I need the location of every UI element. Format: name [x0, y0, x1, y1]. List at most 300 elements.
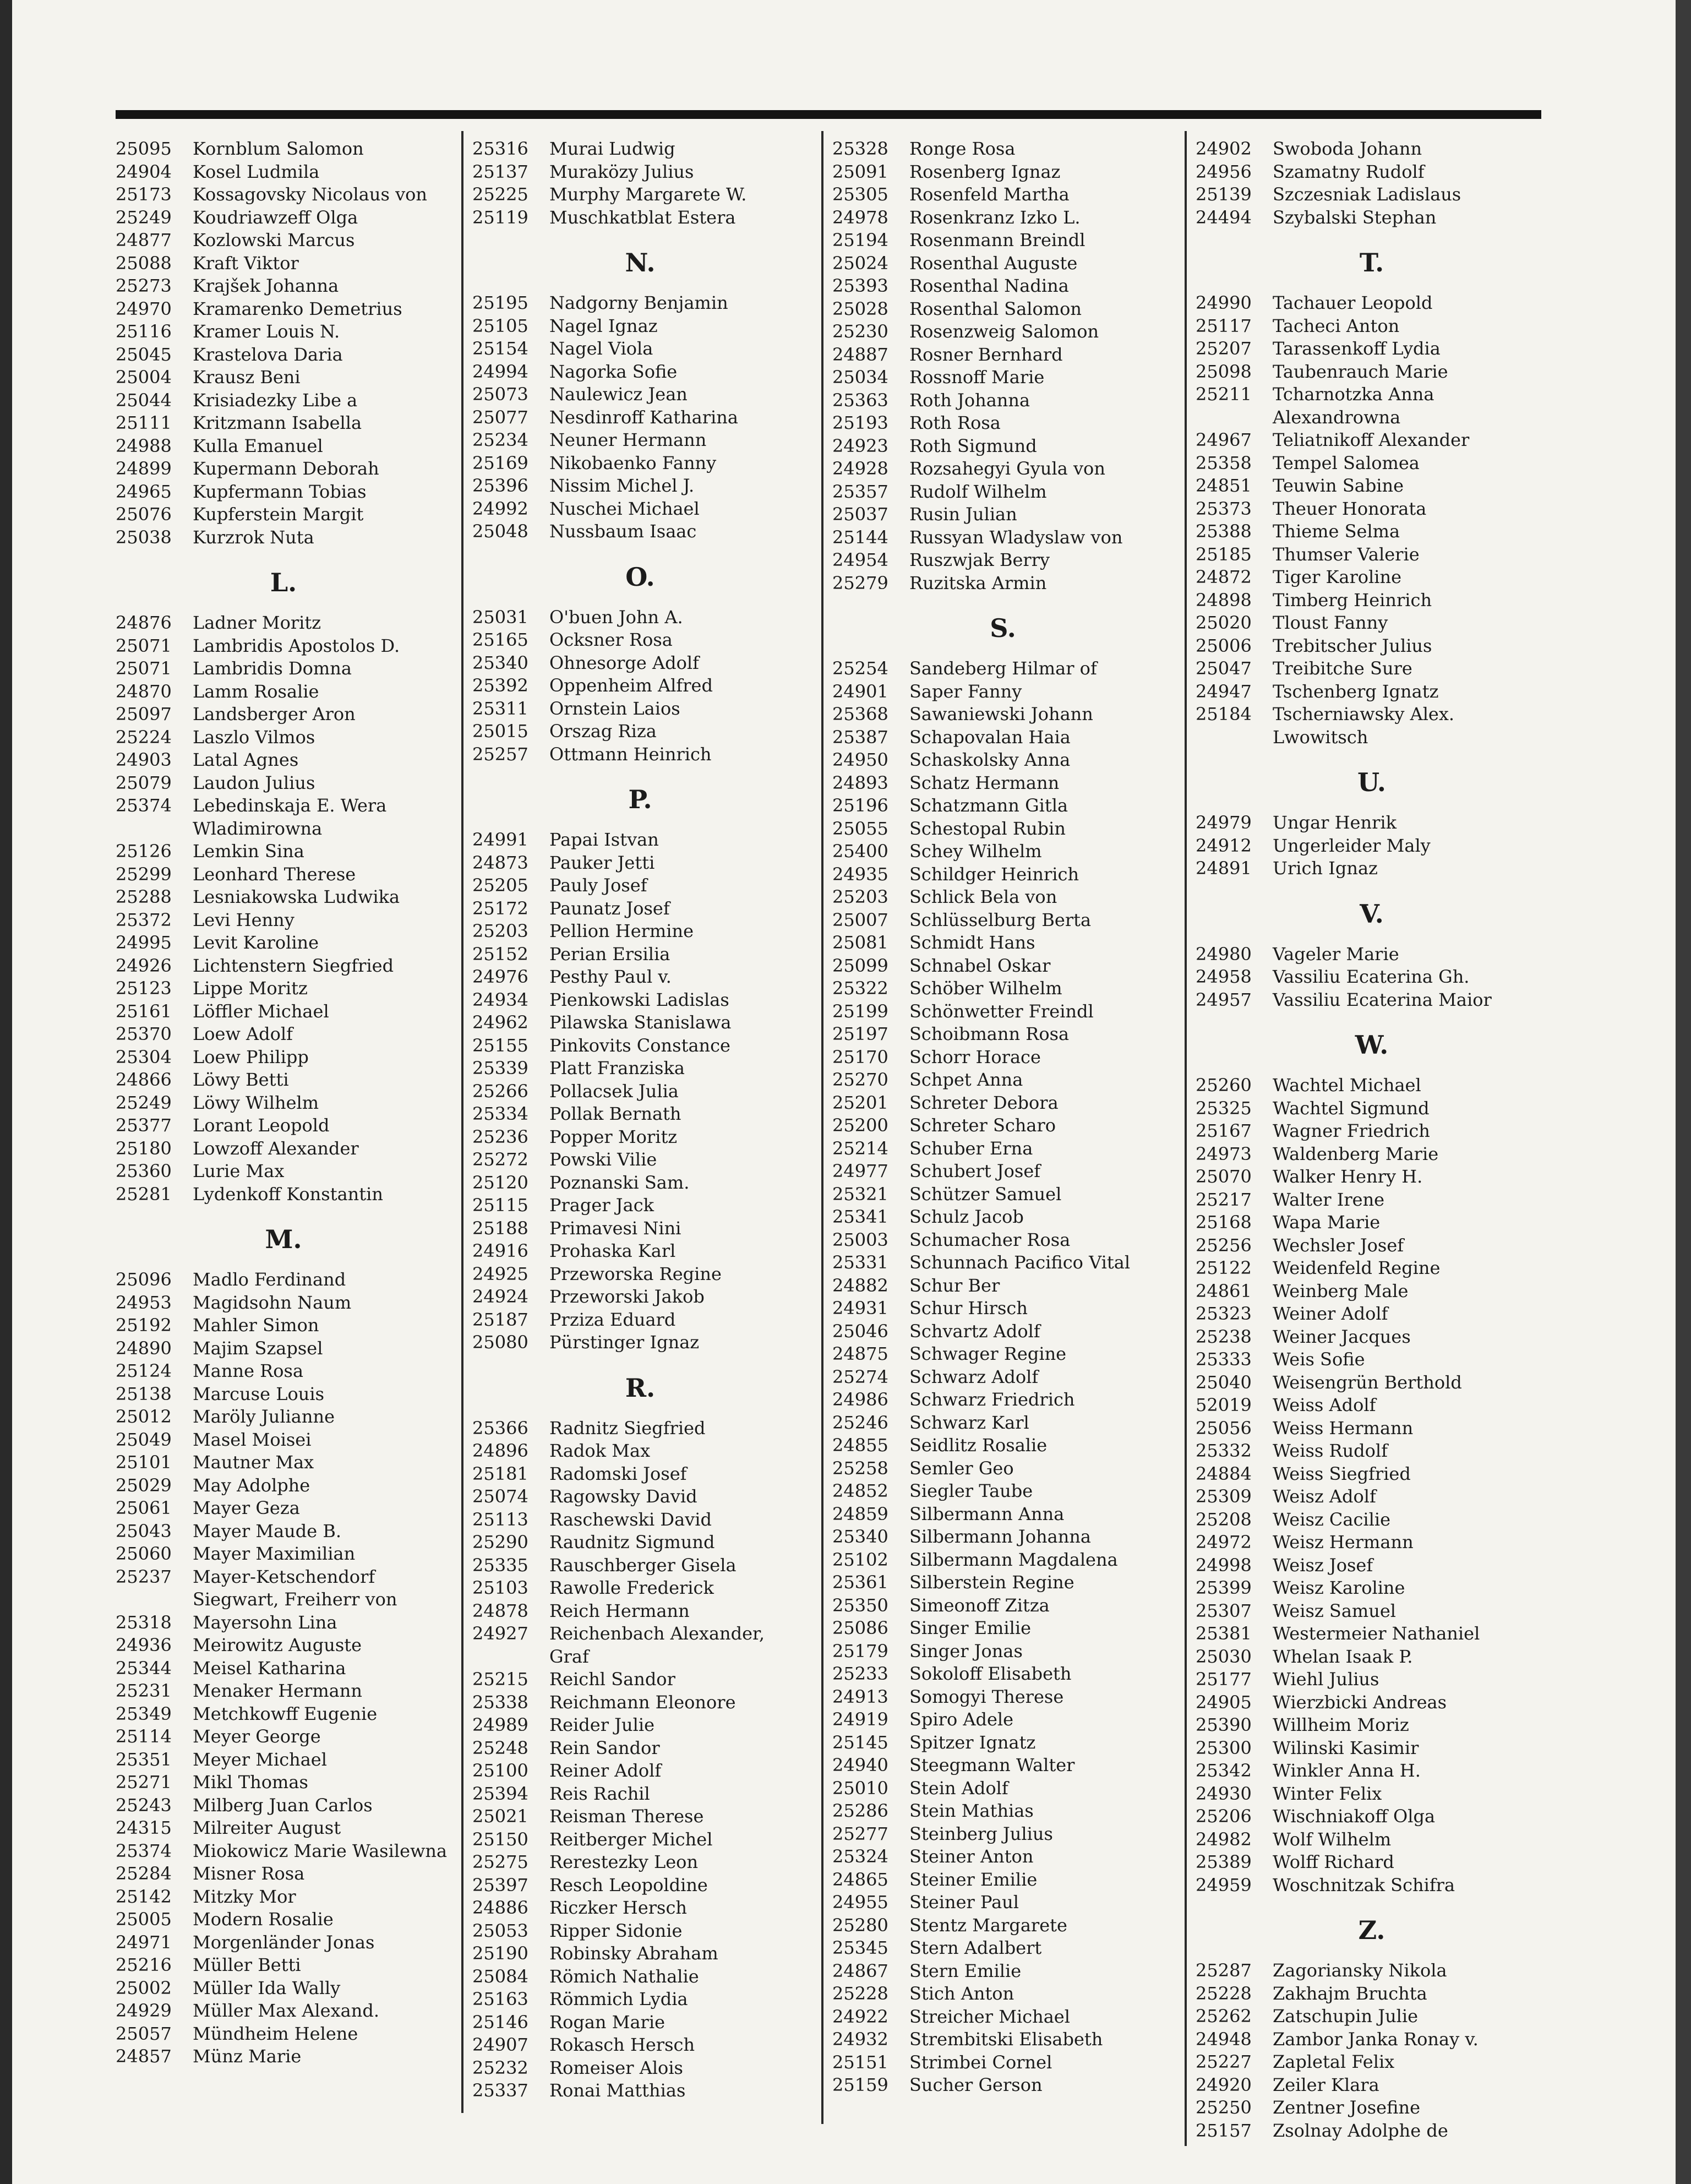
directory-entry [472, 1531, 808, 1554]
directory-entry [1196, 1851, 1548, 1874]
directory-entry [472, 138, 808, 161]
entry-number: 25074 [472, 1486, 528, 1507]
entry-name: Levi Henny [193, 909, 294, 930]
entry-number: 25073 [472, 384, 528, 405]
entry-number: 24924 [472, 1286, 528, 1307]
entry-number: 24859 [832, 1503, 888, 1524]
column-3 [832, 138, 1174, 2097]
entry-number: 25266 [472, 1080, 528, 1102]
entry-number: 25006 [1196, 635, 1252, 656]
entry-number: 25177 [1196, 1669, 1252, 1690]
directory-entry [832, 298, 1174, 321]
directory-entry [472, 606, 808, 629]
entry-name: Sucher Gerson [909, 2074, 1043, 2095]
entry-name: Platt Franziska [549, 1058, 685, 1079]
entry-number: 24855 [832, 1435, 888, 1456]
entry-name: Wechsler Josef [1273, 1234, 1404, 1256]
entry-name: Rosenzweig Salomon [909, 321, 1099, 342]
entry-name: Leonhard Therese [193, 863, 356, 885]
entry-number: 25114 [116, 1726, 172, 1747]
entry-name: Strimbei Cornel [909, 2051, 1052, 2073]
entry-number: 25234 [472, 429, 528, 450]
entry-name: Vageler Marie [1273, 943, 1399, 965]
entry-number: 24926 [116, 955, 172, 976]
entry-name: Resch Leopoldine [549, 1874, 708, 1896]
section-letter-heading: T. [1359, 248, 1384, 277]
directory-entry [1196, 1234, 1548, 1257]
entry-name: Schlick Bela von [909, 886, 1057, 907]
directory-entry [116, 481, 451, 504]
directory-entry [832, 1731, 1174, 1755]
entry-name: Zagoriansky Nikola [1273, 1960, 1447, 1981]
directory-entry [832, 1869, 1174, 1892]
entry-name: Schaskolsky Anna [909, 749, 1071, 770]
entry-number: 25366 [472, 1417, 528, 1439]
directory-entry [116, 1543, 451, 1566]
entry-number: 25300 [1196, 1737, 1252, 1758]
entry-number: 25098 [1196, 361, 1252, 382]
entry-name: Mahler Simon [193, 1315, 319, 1336]
directory-entry [472, 1011, 808, 1034]
entry-name: Teuwin Sabine [1273, 475, 1404, 496]
entry-name: Romeiser Alois [549, 2057, 683, 2078]
entry-number: 25203 [832, 886, 888, 907]
entry-name: Maröly Julianne [193, 1406, 335, 1427]
entry-number: 25243 [116, 1794, 172, 1816]
entry-number: 25165 [472, 629, 528, 650]
directory-entry [472, 1851, 808, 1874]
directory-entry [472, 452, 808, 475]
section-letter-heading: S. [990, 613, 1016, 643]
entry-number: 25400 [832, 841, 888, 862]
directory-entry [832, 1434, 1174, 1457]
entry-number: 25070 [1196, 1166, 1252, 1187]
entry-number: 25044 [116, 389, 172, 411]
entry-name: Whelan Isaak P. [1273, 1646, 1413, 1667]
entry-name: Zakhajm Bruchta [1273, 1983, 1427, 2004]
entry-number: 25228 [1196, 1983, 1252, 2004]
directory-entry [832, 229, 1174, 252]
entry-name: Tempel Salomea [1273, 452, 1420, 473]
entry-name: Kulla Emanuel [193, 435, 323, 456]
entry-name: Stern Emilie [909, 1960, 1022, 1981]
entry-number: 25238 [1196, 1326, 1252, 1347]
entry-number: 24925 [472, 1263, 528, 1284]
entry-name: Thumser Valerie [1273, 543, 1420, 565]
directory-entry [1196, 543, 1548, 567]
entry-number: 24978 [832, 206, 888, 228]
directory-entry [1196, 1531, 1548, 1554]
entry-name: Schlüsselburg Berta [909, 909, 1092, 930]
entry-number: 24970 [116, 298, 172, 319]
entry-number: 25374 [116, 1840, 172, 1861]
entry-number: 24920 [1196, 2074, 1252, 2095]
entry-number: 24891 [1196, 858, 1252, 879]
scan-edge-left [0, 0, 12, 2184]
directory-entry [472, 1554, 808, 1577]
entry-name: Russyan Wladyslaw von [909, 526, 1123, 548]
directory-entry [472, 1172, 808, 1195]
entry-name: Reider Julie [549, 1714, 654, 1735]
entry-name: Misner Rosa [193, 1863, 305, 1884]
directory-entry [472, 1714, 808, 1737]
directory-entry [116, 1634, 451, 1657]
entry-name: Perian Ersilia [549, 943, 670, 965]
entry-number: 25060 [116, 1543, 172, 1564]
entry-number: 25005 [116, 1909, 172, 1930]
entry-name: Schnabel Oskar [909, 955, 1051, 976]
directory-entry [116, 1268, 451, 1292]
entry-name: Latal Agnes [193, 749, 299, 770]
directory-entry [832, 1137, 1174, 1161]
entry-number: 25397 [472, 1874, 528, 1896]
entry-name: Lydenkoff Konstantin [193, 1183, 383, 1205]
entry-name: Seidlitz Rosalie [909, 1435, 1048, 1456]
entry-name: Ruzitska Armin [909, 572, 1047, 593]
entry-name: Westermeier Nathaniel [1273, 1623, 1480, 1644]
entry-number: 25206 [1196, 1806, 1252, 1827]
entry-name: Prohaska Karl [549, 1240, 676, 1261]
entry-number: 24890 [116, 1337, 172, 1359]
entry-name: Nikobaenko Fanny [549, 452, 717, 473]
entry-number: 24979 [1196, 812, 1252, 833]
entry-number: 24972 [1196, 1532, 1252, 1553]
entry-name: Woschnitzak Schifra [1273, 1874, 1455, 1896]
entry-name: Zentner Josefine [1273, 2097, 1420, 2118]
directory-entry [832, 549, 1174, 572]
directory-entry [116, 1137, 451, 1161]
entry-number: 25122 [1196, 1257, 1252, 1278]
entry-number: 24990 [1196, 292, 1252, 313]
entry-number: 25360 [116, 1161, 172, 1181]
entry-number: 25015 [472, 721, 528, 742]
entry-number: 25237 [116, 1566, 172, 1587]
entry-name: Schunnach Pacifico Vital [909, 1252, 1131, 1273]
directory-entry [472, 966, 808, 989]
top-rule [116, 110, 1541, 119]
directory-entry [1196, 989, 1548, 1012]
column-1 [116, 138, 451, 2068]
entry-name: Magidsohn Naum [193, 1292, 352, 1313]
directory-entry [472, 1103, 808, 1126]
entry-name: Pürstinger Ignaz [549, 1332, 700, 1353]
directory-entry [1196, 475, 1548, 498]
directory-entry [116, 252, 451, 275]
entry-name: Wolff Richard [1273, 1851, 1394, 1872]
entry-name: Silberstein Regine [909, 1572, 1074, 1593]
directory-entry [116, 366, 451, 389]
directory-entry [116, 161, 451, 184]
directory-entry [832, 1229, 1174, 1252]
directory-entry [472, 629, 808, 652]
directory-entry [472, 897, 808, 921]
directory-entry [472, 1760, 808, 1783]
entry-number: 25119 [472, 206, 528, 228]
directory-entry [116, 1406, 451, 1429]
directory-entry [832, 503, 1174, 526]
directory-entry [472, 1148, 808, 1172]
entry-number: 24988 [116, 435, 172, 456]
entry-name: Raudnitz Sigmund [549, 1532, 715, 1553]
entry-name: Pauly Josef [549, 875, 647, 896]
entry-name: Rein Sandor [549, 1737, 660, 1758]
entry-number: 25342 [1196, 1760, 1252, 1781]
directory-entry [1196, 1165, 1548, 1189]
directory-entry [472, 406, 808, 429]
directory-entry [832, 680, 1174, 704]
directory-entry [116, 1725, 451, 1749]
directory-entry [832, 1914, 1174, 1937]
entry-number: 25030 [1196, 1646, 1252, 1667]
directory-entry [832, 435, 1174, 458]
entry-number: 24976 [472, 966, 528, 987]
entry-number: 24940 [832, 1755, 888, 1775]
entry-number: 24904 [116, 161, 172, 182]
entry-number: 24922 [832, 2006, 888, 2027]
entry-number: 24494 [1196, 206, 1252, 228]
directory-entry [1196, 1348, 1548, 1371]
entry-number: 25124 [116, 1360, 172, 1381]
entry-number: 25201 [832, 1092, 888, 1113]
entry-number: 25170 [832, 1046, 888, 1068]
entry-number: 24878 [472, 1600, 528, 1621]
directory-entry [1196, 1805, 1548, 1828]
directory-entry [1196, 1074, 1548, 1097]
entry-number: 25102 [832, 1549, 888, 1570]
entry-number: 25168 [1196, 1212, 1252, 1233]
entry-number: 25047 [1196, 658, 1252, 679]
directory-entry [116, 1680, 451, 1703]
entry-number: 25061 [116, 1497, 172, 1518]
directory-entry [116, 1069, 451, 1092]
directory-entry [472, 1240, 808, 1263]
entry-name: Kramarenko Demetrius [193, 298, 402, 319]
entry-number: 25335 [472, 1554, 528, 1576]
entry-number: 25199 [832, 1000, 888, 1022]
entry-number: 25349 [116, 1703, 172, 1724]
entry-name: Kraft Viktor [193, 252, 299, 274]
entry-number: 25233 [832, 1663, 888, 1684]
directory-entry [472, 829, 808, 852]
entry-name: Tiger Karoline [1273, 567, 1402, 587]
entry-number: 25197 [832, 1023, 888, 1044]
entry-name: Theuer Honorata [1273, 498, 1427, 519]
entry-number: 25192 [116, 1315, 172, 1336]
directory-entry [472, 1034, 808, 1058]
entry-number: 25344 [116, 1657, 172, 1679]
directory-entry [116, 298, 451, 321]
entry-name: Nagel Ignaz [549, 315, 658, 336]
directory-entry [1196, 1508, 1548, 1532]
entry-name: Lorant Leopold [193, 1115, 330, 1136]
directory-entry [832, 657, 1174, 680]
entry-name: Radnitz Siegfried [549, 1417, 706, 1439]
entry-name: Landsberger Aron [193, 704, 356, 725]
entry-name: Kossagovsky Nicolaus von [193, 184, 428, 205]
entry-name: Nesdinroff Katharina [549, 406, 738, 428]
directory-entry [832, 366, 1174, 389]
entry-name: Müller Ida Wally [193, 1977, 341, 1998]
directory-entry [832, 320, 1174, 344]
entry-number: 25163 [472, 1989, 528, 2009]
entry-number: 25357 [832, 481, 888, 502]
entry-name: Reitberger Michel [549, 1828, 713, 1850]
section-letter-heading: P. [628, 785, 652, 814]
entry-name: Rosenmann Breindl [909, 230, 1085, 250]
entry-number: 25230 [832, 321, 888, 342]
entry-name: Koudriawzeff Olga [193, 206, 358, 228]
entry-name: Lambridis Domna [193, 658, 352, 679]
directory-entry [832, 1800, 1174, 1823]
directory-entry [832, 1343, 1174, 1366]
directory-entry [116, 1474, 451, 1497]
entry-name: Spitzer Ignatz [909, 1731, 1036, 1753]
entry-name: Pienkowski Ladislas [549, 989, 729, 1010]
directory-entry [472, 1309, 808, 1332]
entry-name: Schmidt Hans [909, 932, 1035, 953]
entry-number: 25399 [1196, 1577, 1252, 1598]
entry-name: Zapletal Felix [1273, 2051, 1395, 2072]
entry-number: 25123 [116, 978, 172, 999]
entry-number: 25334 [472, 1103, 528, 1124]
entry-number: 25208 [1196, 1508, 1252, 1530]
entry-name: Wachtel Michael [1273, 1075, 1421, 1096]
entry-name: Schöber Wilhelm [909, 978, 1062, 999]
directory-entry [832, 794, 1174, 818]
directory-entry [472, 520, 808, 543]
directory-entry [472, 1691, 808, 1714]
directory-entry [116, 503, 451, 526]
entry-name: Reichmann Eleonore [549, 1691, 736, 1713]
directory-entry [472, 161, 808, 184]
entry-number: 25305 [832, 184, 888, 205]
entry-name: Römmich Lydia [549, 1989, 688, 2009]
directory-entry [832, 1937, 1174, 1960]
entry-number: 25071 [116, 635, 172, 656]
column-4 [1196, 138, 1548, 2142]
entry-number: 25322 [832, 978, 888, 999]
entry-number: 24315 [116, 1817, 172, 1838]
directory-entry [472, 1783, 808, 1806]
directory-entry [472, 1263, 808, 1286]
scan-edge-right [1676, 0, 1691, 2184]
entry-number: 25216 [116, 1954, 172, 1975]
entry-number: 25167 [1196, 1120, 1252, 1141]
directory-entry [832, 252, 1174, 275]
entry-name: Ronge Rosa [909, 138, 1016, 159]
entry-number: 25393 [832, 275, 888, 296]
entry-name: Weisz Adolf [1273, 1486, 1376, 1507]
entry-name: Weidenfeld Regine [1273, 1257, 1441, 1278]
entry-name: Prager Jack [549, 1195, 654, 1216]
entry-name: Prziza Eduard [549, 1309, 676, 1330]
entry-number: 25205 [472, 875, 528, 896]
entry-name: Willheim Moriz [1273, 1714, 1409, 1735]
entry-name: Pollak Bernath [549, 1103, 681, 1124]
directory-entry [1196, 138, 1548, 161]
directory-entry [472, 698, 808, 721]
entry-number: 24919 [832, 1709, 888, 1730]
directory-entry [472, 1217, 808, 1240]
directory-entry [472, 292, 808, 315]
directory-entry [1196, 1959, 1548, 1983]
entry-name: Krisiadezky Libe a [193, 389, 358, 411]
entry-name: Ungar Henrik [1273, 812, 1397, 833]
entry-name: Ladner Moritz [193, 612, 321, 633]
entry-name: Ocksner Rosa [549, 629, 673, 650]
entry-name: Schützer Samuel [909, 1183, 1062, 1205]
entry-number: 25256 [1196, 1234, 1252, 1256]
entry-name: Wapa Marie [1273, 1212, 1381, 1233]
directory-entry [832, 1708, 1174, 1731]
entry-name: Spiro Adele [909, 1709, 1014, 1730]
entry-name: Walker Henry H. [1273, 1166, 1423, 1187]
entry-number: 25179 [832, 1640, 888, 1662]
entry-name: Rudolf Wilhelm [909, 481, 1047, 502]
directory-entry [472, 429, 808, 452]
entry-number: 24899 [116, 458, 172, 479]
entry-number: 25280 [832, 1914, 888, 1936]
entry-number: 25215 [472, 1669, 528, 1690]
entry-number: 25272 [472, 1149, 528, 1170]
entry-number: 24959 [1196, 1874, 1252, 1896]
directory-entry [116, 1840, 451, 1863]
entry-number: 25284 [116, 1863, 172, 1884]
entry-name: Ohnesorge Adolf [549, 652, 699, 673]
entry-number: 24916 [472, 1240, 528, 1261]
entry-number: 25390 [1196, 1714, 1252, 1735]
entry-name: Taubenrauch Marie [1273, 361, 1448, 382]
entry-number: 25203 [472, 921, 528, 941]
entry-name: Schwarz Adolf [909, 1366, 1039, 1387]
entry-name: Löwy Betti [193, 1069, 289, 1090]
entry-number: 25056 [1196, 1417, 1252, 1439]
entry-number: 25099 [832, 955, 888, 976]
entry-name: Neuner Hermann [549, 429, 707, 450]
entry-name: Nussbaum Isaac [549, 521, 697, 542]
entry-name: Rosenberg Ignaz [909, 161, 1061, 182]
directory-entry [116, 635, 451, 658]
entry-name: Rauschberger Gisela [549, 1554, 737, 1576]
entry-name: Milreiter August [193, 1817, 341, 1838]
directory-entry [1196, 337, 1548, 361]
directory-entry [1196, 1691, 1548, 1714]
directory-entry [832, 955, 1174, 978]
directory-entry [1196, 1828, 1548, 1851]
directory-entry [832, 1160, 1174, 1183]
directory-entry [116, 389, 451, 412]
entry-name: Mayer Maximilian [193, 1543, 356, 1564]
directory-entry [832, 1640, 1174, 1663]
directory-entry [1196, 657, 1548, 680]
directory-entry [1196, 1143, 1548, 1166]
entry-name: Reich Hermann [549, 1600, 690, 1621]
section-letter-heading: N. [625, 248, 656, 277]
directory-entry [1196, 943, 1548, 966]
entry-name: Krajšek Johanna [193, 275, 339, 296]
entry-number: 24905 [1196, 1691, 1252, 1713]
entry-name: Tarassenkoff Lydia [1273, 338, 1441, 359]
directory-entry [1196, 1211, 1548, 1234]
entry-number: 25373 [1196, 498, 1252, 519]
directory-entry [1196, 1783, 1548, 1806]
entry-number: 24947 [1196, 680, 1252, 702]
directory-entry [116, 1183, 451, 1206]
entry-number: 25007 [832, 909, 888, 930]
directory-entry [832, 703, 1174, 726]
entry-name: Trebitscher Julius [1273, 635, 1432, 656]
entry-number: 25188 [472, 1217, 528, 1239]
